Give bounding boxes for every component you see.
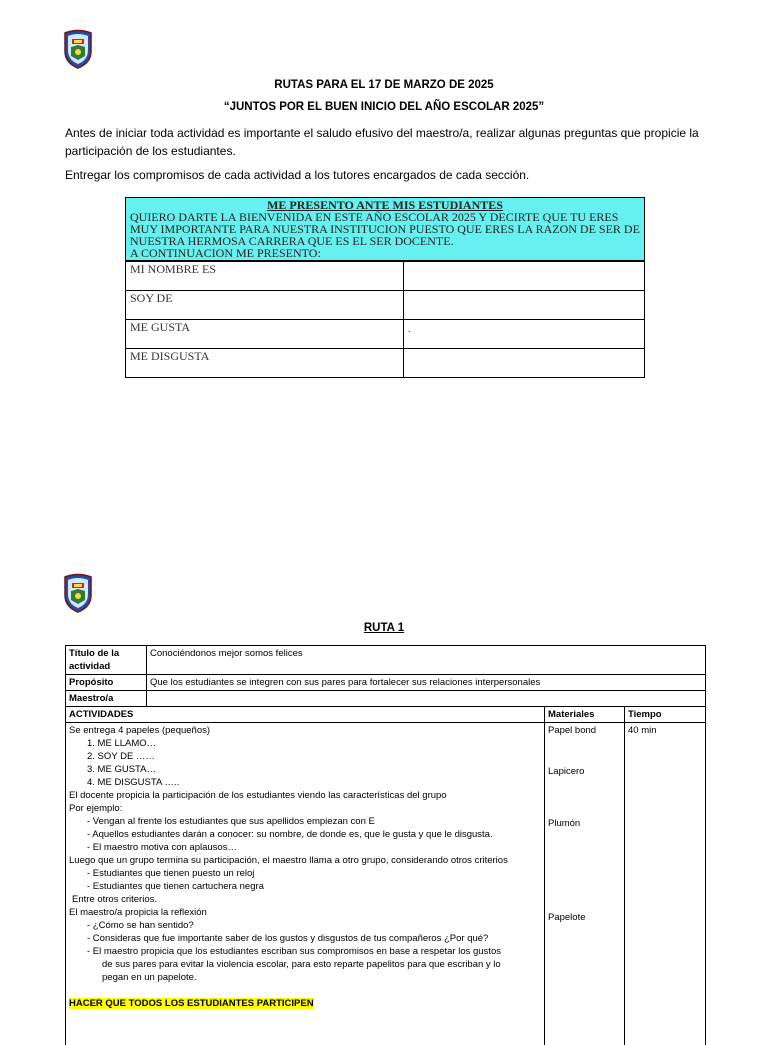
proposito-value: Que los estudiantes se integren con sus pares para fortalecer sus relaciones interpersonales [147,675,706,691]
activity-line: 2. SOY DE …… [69,750,541,763]
box-row [126,261,644,290]
titulo-value: Conociéndonos mejor somos felices [147,646,706,675]
box-row [126,348,644,377]
intro-paragraph: Antes de iniciar toda actividad es importante el saludo efusivo del maestro/a, realizar algunas preguntas que propicie la participación de los estudiantes. [65,124,705,160]
material-item: Papelote [548,911,586,924]
highlighted-note: HACER QUE TODOS LOS ESTUDIANTES PARTICIPEN [69,998,314,1009]
box-row-label: SOY DE [126,291,404,319]
maestro-value [147,691,706,707]
header-row [66,707,706,723]
activity-line: - Vengan al frente los estudiantes que sus apellidos empiezan con E [69,815,541,828]
material-item: Plumón [548,817,580,830]
activity-line: Entre otros criterios. [69,893,541,906]
activity-line: El maestro/a propicia la reflexión [69,906,541,919]
maestro-label: Maestro/a [66,691,147,707]
material-item: Lapicero [548,765,584,778]
activity-line: - El maestro propicia que los estudiantes escriban sus compromisos en base a respetar los gustos [69,945,541,958]
activity-line: 4. ME DISGUSTA ….. [69,776,541,789]
box-row-value [404,262,644,290]
materiales-cell [545,723,625,1045]
material-item: Papel bond [548,724,596,737]
activity-line: - El maestro motiva con aplausos… [69,841,541,854]
actividades-header: ACTIVIDADES [66,707,545,723]
box-row-value: . [404,320,644,348]
activity-line: Luego que un grupo termina su participación, el maestro llama a otro grupo, considerando otros criterios [69,854,541,867]
activity-line: pegan en un papelote. [69,971,541,984]
ruta-heading: RUTA 1 [0,622,768,634]
box-row-label: MI NOMBRE ES [126,262,404,290]
activity-line: - ¿Cómo se han sentido? [69,919,541,932]
titulo-label: Título de la actividad [66,646,147,675]
activity-line: - Estudiantes que tienen cartuchera negra [69,880,541,893]
box-row-value [404,291,644,319]
box-row [126,319,644,348]
tiempo-header: Tiempo [625,707,706,723]
activity-line: 1. ME LLAMO… [69,737,541,750]
activity-line: Por ejemplo: [69,802,541,815]
activity-line: 3. ME GUSTA… [69,763,541,776]
activities-cell [66,723,545,1045]
tiempo-value: 40 min [628,724,702,737]
box-row-label: ME GUSTA [126,320,404,348]
titulo-row [66,646,706,675]
activity-line: El docente propicia la participación de los estudiantes viendo las características del grupo [69,789,541,802]
instructions-paragraph: Entregar los compromisos de cada actividad a los tutores encargados de cada sección. [65,166,705,184]
proposito-label: Propósito [66,675,147,691]
page-title: RUTAS PARA EL 17 DE MARZO DE 2025 [0,79,768,91]
maestro-row [66,691,706,707]
proposito-row [66,675,706,691]
page-subtitle: “JUNTOS POR EL BUEN INICIO DEL AÑO ESCOLAR 2025” [0,101,768,113]
activity-line: - Estudiantes que tienen puesto un reloj [69,867,541,880]
presentation-box-title: ME PRESENTO ANTE MIS ESTUDIANTES [130,199,640,211]
tiempo-cell [625,723,706,1045]
introduce-text: A CONTINUACION ME PRESENTO: [130,247,640,259]
school-crest-logo [62,29,94,69]
box-row [126,290,644,319]
ruta-table [65,645,706,1045]
materiales-header: Materiales [545,707,625,723]
activity-line: de sus pares para evitar la violencia escolar, para esto reparte papelitos para que escriban y lo [69,958,541,971]
school-crest-logo [62,573,94,613]
box-row-label: ME DISGUSTA [126,349,404,377]
presentation-box-header [126,198,644,261]
welcome-text: QUIERO DARTE LA BIENVENIDA EN ESTE AÑO ESCOLAR 2025 Y DECIRTE QUE TU ERES MUY IMPORTANTE PARA NUESTRA INSTITUCION PUESTO QUE ERES LA RAZON DE SER DE NUESTRA HERMOSA CARRERA QUE ES EL SER DOCENTE. [130,211,640,247]
activity-line: - Aquellos estudiantes darán a conocer: su nombre, de donde es, que le gusta y que le disgusta. [69,828,541,841]
presentation-box [125,197,645,378]
activities-row [66,723,706,1045]
activity-line: Se entrega 4 papeles (pequeños) [69,724,541,737]
activity-line: - Consideras que fue importante saber de los gustos y disgustos de tus compañeros ¿Por qué? [69,932,541,945]
box-row-value [404,349,644,377]
